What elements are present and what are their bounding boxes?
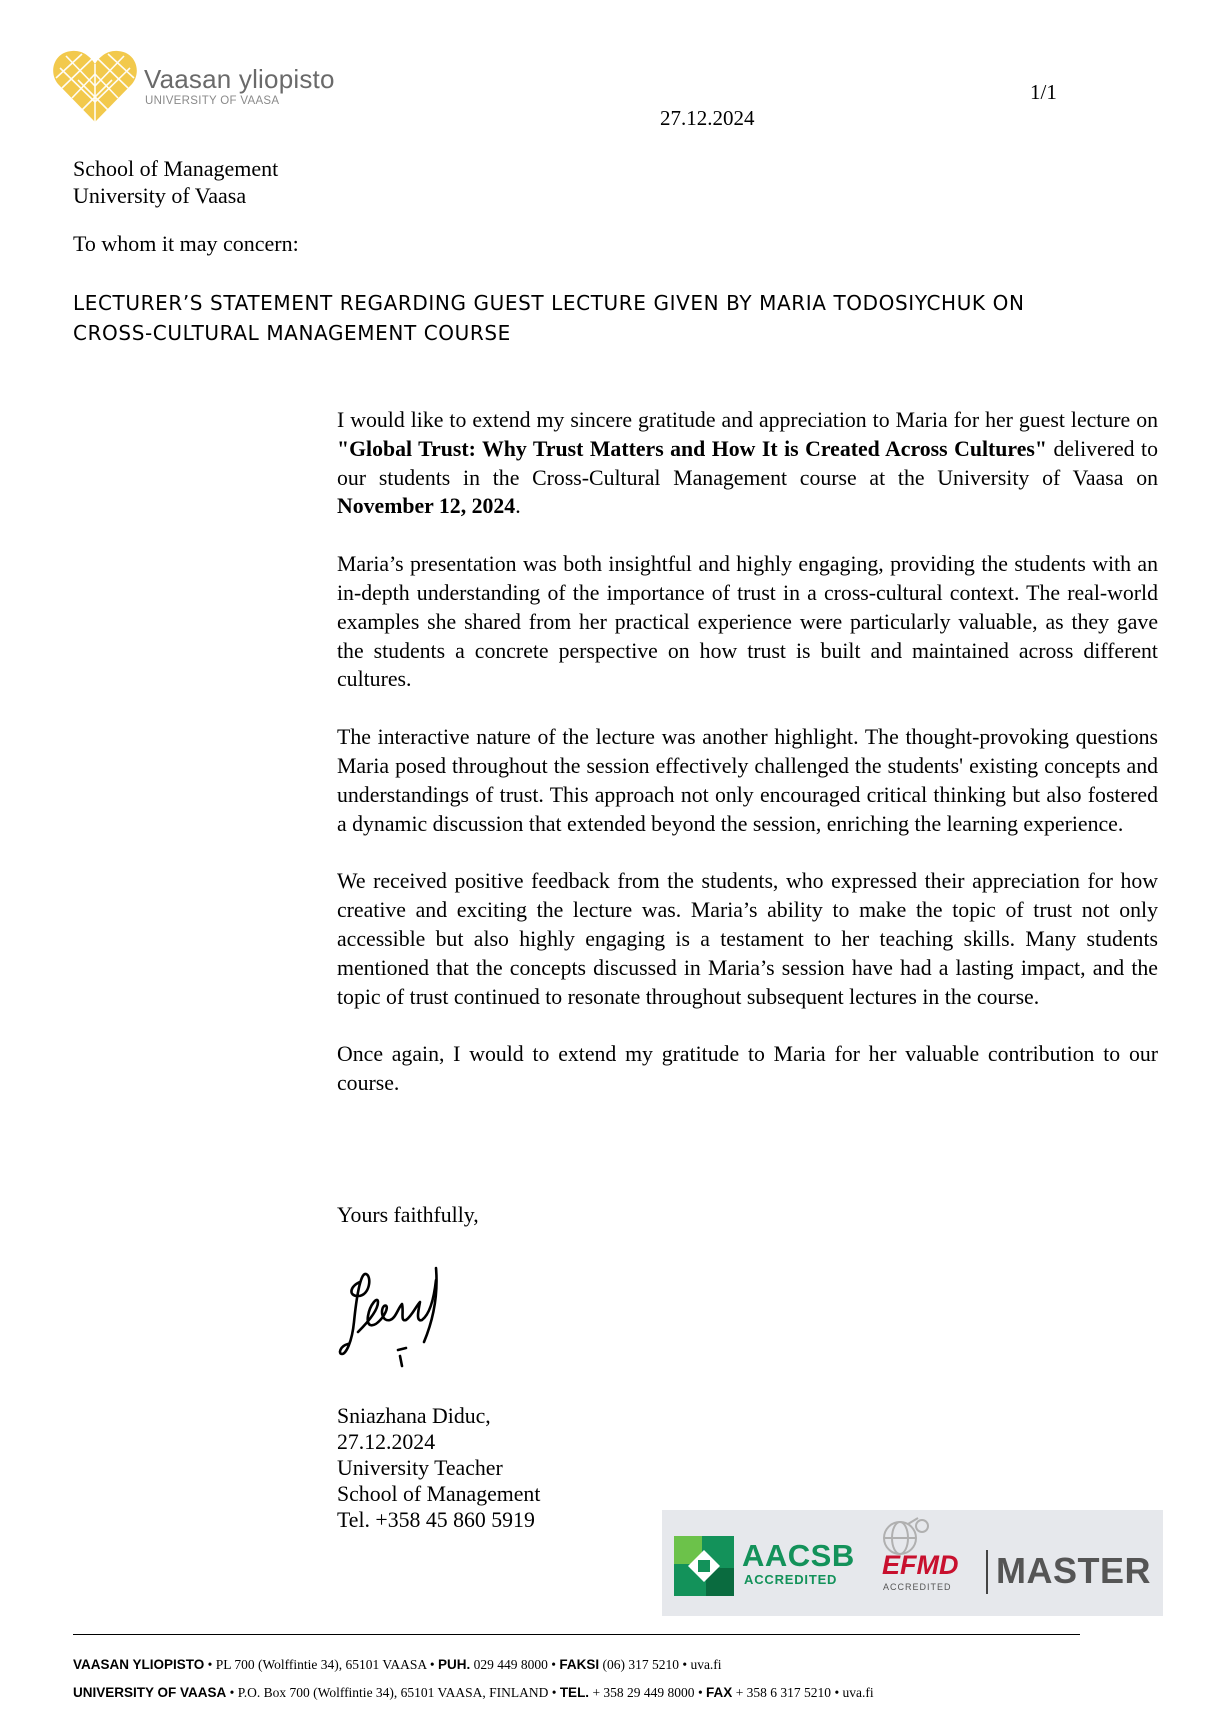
sender-department: School of Management [73,156,279,181]
footer-en-web: uva.fi [839,1685,874,1700]
footer-en-fax-label: FAX [706,1685,733,1700]
salutation: To whom it may concern: [73,231,299,256]
footer-en-org: UNIVERSITY OF VAASA [73,1685,227,1700]
signer-title: University Teacher [337,1456,503,1480]
aacsb-wordmark: AACSB [742,1538,855,1573]
footer-en-fax: + 358 6 317 5210 [732,1685,835,1700]
lecture-date: November 12, 2024 [337,494,516,519]
footer-fi-phone: 029 449 8000 [470,1657,552,1672]
subject-heading [73,288,1173,348]
body-paragraph-3: The interactive nature of the lecture was another highlight. The thought-provoking questions Maria posed throughout the session effectively challenged the students' existing concepts and understandings of trust. This approach not only encouraged critical thinking but also fostered a dynamic discussion that extended beyond the session, enriching the learning experience. [337,725,1158,836]
subject-line-2: CROSS-CULTURAL MANAGEMENT COURSE [73,321,511,345]
p1-intro: I would like to extend my sincere gratitude and appreciation to Maria for her guest lecture on [337,408,1158,432]
efmd-accredited: ACCREDITED [883,1582,952,1592]
footer-fi-fax-label: FAKSI [559,1657,600,1672]
university-logo [52,46,372,126]
handwritten-signature [338,1262,468,1374]
p1-middle: delivered to our students in the Cross-Cultural Management course at the University of Vaasa on [337,436,1158,490]
footer-fi-org: VAASAN YLIOPISTO [73,1657,205,1672]
lecture-title: "Global Trust: Why Trust Matters and How It is Created Across Cultures" [337,436,1047,461]
footer-separator: • [682,1657,688,1672]
heart-logo-icon [52,46,138,126]
footer-fi-web: uva.fi [687,1657,722,1672]
body-paragraph-1 [337,406,1158,521]
logo-wordmark: Vaasan yliopisto [144,64,335,94]
aacsb-logo-icon [674,1536,734,1596]
footer-separator: • [429,1657,435,1672]
closing: Yours faithfully, [337,1203,479,1227]
body-paragraph-2: Maria’s presentation was both insightful and highly engaging, providing the students with an in-depth understanding of the importance of trust in a cross-cultural context. The real-world examples she shared from her practical experience were particularly valuable, as they gave the students a concrete perspective on how trust is built and maintained across different cultures. [337,552,1158,692]
footer-en-phone-label: TEL. [559,1685,590,1700]
signature-icon [338,1262,468,1374]
letter-body [337,406,1158,1127]
body-paragraph-5: Once again, I would to extend my gratitude to Maria for her valuable contribution to our course. [337,1042,1158,1096]
footer-separator: • [834,1685,840,1700]
footer-finnish [73,1657,722,1673]
signer-name: Sniazhana Diduc, [337,1404,491,1428]
footer-separator: • [207,1657,213,1672]
signature-block [337,1403,540,1533]
footer-fi-phone-label: PUH. [437,1657,471,1672]
p1-end: . [515,494,521,519]
body-paragraph-4: We received positive feedback from the students, who expressed their appreciation for how creative and exciting the lecture was. Maria’s ability to make the topic of trust not only accessible but also highly engaging is a testament to her teaching skills. Many students mentioned that the concepts discussed in Maria’s session have had a lasting impact, and the topic of trust continued to resonate throughout subsequent lectures in the course. [337,869,1158,1009]
subject-line-1: LECTURER’S STATEMENT REGARDING GUEST LECTURE GIVEN BY MARIA TODOSIYCHUK ON [73,291,1025,315]
logo-subtitle: UNIVERSITY OF VAASA [145,95,280,107]
signer-phone: Tel. +358 45 860 5919 [337,1508,535,1532]
accreditation-badges [662,1510,1163,1616]
footer-english [73,1685,874,1701]
sender-address [73,155,278,209]
footer-divider [73,1634,1080,1635]
sender-university: University of Vaasa [73,183,247,208]
signer-department: School of Management [337,1482,541,1506]
signature-date: 27.12.2024 [337,1430,436,1454]
footer-separator: • [229,1685,235,1700]
footer-fi-address: PL 700 (Wolffintie 34), 65101 VAASA [212,1657,430,1672]
footer-separator: • [551,1685,557,1700]
efmd-wordmark: EFMD [882,1550,959,1580]
letter-date: 27.12.2024 [660,106,755,130]
aacsb-accredited: ACCREDITED [744,1572,838,1587]
footer-fi-fax: (06) 317 5210 [599,1657,683,1672]
footer-en-phone: + 358 29 449 8000 [589,1685,698,1700]
footer-separator: • [697,1685,703,1700]
footer-separator: • [551,1657,556,1672]
page-number: 1/1 [1030,80,1057,104]
badge-divider [986,1550,988,1594]
footer-en-address: P.O. Box 700 (Wolffintie 34), 65101 VAASA, FINLAND [234,1685,552,1700]
efmd-master: MASTER [996,1550,1151,1591]
